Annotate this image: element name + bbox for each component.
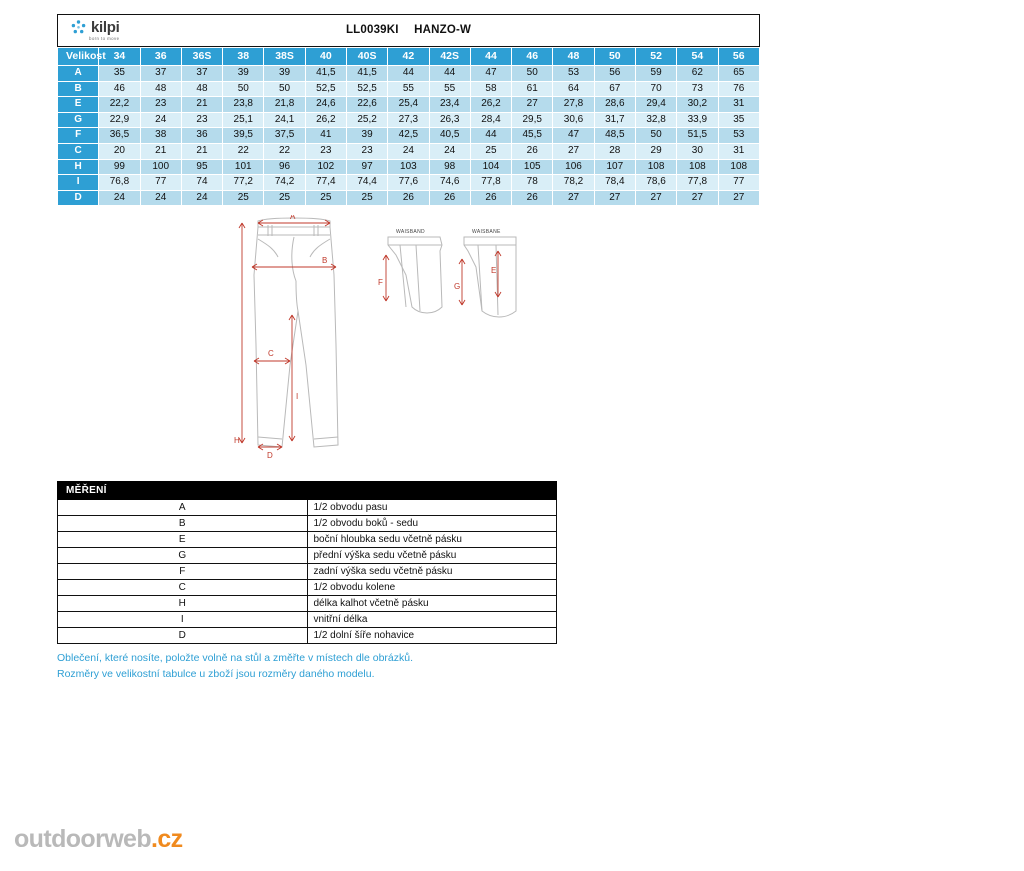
size-table-col-2: 36 <box>140 48 181 66</box>
measurement-notes <box>57 650 413 682</box>
legend-header-row <box>58 482 557 500</box>
legend-title: MĚŘENÍ <box>58 482 557 500</box>
size-cell: 67 <box>594 81 635 97</box>
size-cell: 25 <box>305 190 346 206</box>
size-cell: 36 <box>181 128 222 144</box>
size-cell: 29 <box>635 143 676 159</box>
size-cell: 52,5 <box>305 81 346 97</box>
note-line-2: Rozměry ve velikostní tabulce u zboží jsou rozměry daného modelu. <box>57 668 375 680</box>
size-cell: 27 <box>512 97 553 113</box>
size-table-col-16: 56 <box>718 48 760 66</box>
size-cell: 77 <box>140 175 181 191</box>
size-cell: 28,6 <box>594 97 635 113</box>
table-row <box>58 66 760 82</box>
size-cell: 37 <box>181 66 222 82</box>
technical-drawing <box>210 215 610 465</box>
size-cell: 103 <box>388 159 429 175</box>
size-cell: 31 <box>718 97 760 113</box>
legend-text: 1/2 obvodu kolene <box>307 580 557 596</box>
size-cell: 78,2 <box>553 175 594 191</box>
size-cell: 77 <box>718 175 760 191</box>
size-cell: 48,5 <box>594 128 635 144</box>
size-cell: 41,5 <box>346 66 387 82</box>
table-row <box>58 143 760 159</box>
size-cell: 76 <box>718 81 760 97</box>
measure-label-e: E <box>491 266 497 275</box>
legend-text: boční hloubka sedu včetně pásku <box>307 532 557 548</box>
size-cell: 24,1 <box>264 112 305 128</box>
size-row-label: E <box>58 97 99 113</box>
size-cell: 28,4 <box>470 112 511 128</box>
size-cell: 31,7 <box>594 112 635 128</box>
size-table-col-0: Velikost <box>58 48 99 66</box>
size-cell: 23 <box>181 112 222 128</box>
size-cell: 74,6 <box>429 175 470 191</box>
size-table <box>57 47 760 206</box>
size-cell: 74 <box>181 175 222 191</box>
size-cell: 24 <box>140 112 181 128</box>
size-cell: 26,2 <box>305 112 346 128</box>
size-table-col-8: 42 <box>388 48 429 66</box>
size-cell: 44 <box>388 66 429 82</box>
size-cell: 74,4 <box>346 175 387 191</box>
size-cell: 100 <box>140 159 181 175</box>
size-cell: 97 <box>346 159 387 175</box>
size-cell: 48 <box>140 81 181 97</box>
measure-label-f: F <box>378 278 383 287</box>
size-cell: 78,4 <box>594 175 635 191</box>
size-cell: 37 <box>140 66 181 82</box>
size-cell: 24 <box>140 190 181 206</box>
size-cell: 99 <box>99 159 140 175</box>
size-cell: 25 <box>470 143 511 159</box>
size-table-head <box>58 48 760 66</box>
size-cell: 25,1 <box>223 112 264 128</box>
list-item <box>58 500 557 516</box>
size-table-col-6: 40 <box>305 48 346 66</box>
measure-label-a: A <box>290 215 296 221</box>
size-cell: 21 <box>140 143 181 159</box>
list-item <box>58 612 557 628</box>
size-row-label: A <box>58 66 99 82</box>
list-item <box>58 628 557 644</box>
brand-tagline: born to move <box>89 36 120 41</box>
size-cell: 46 <box>99 81 140 97</box>
size-cell: 39 <box>346 128 387 144</box>
size-table-col-11: 46 <box>512 48 553 66</box>
size-cell: 52,5 <box>346 81 387 97</box>
size-cell: 35 <box>99 66 140 82</box>
size-table-col-3: 36S <box>181 48 222 66</box>
size-cell: 27,3 <box>388 112 429 128</box>
size-cell: 51,5 <box>677 128 718 144</box>
size-cell: 50 <box>264 81 305 97</box>
product-model: HANZO-W <box>414 24 472 36</box>
size-cell: 78 <box>512 175 553 191</box>
size-cell: 104 <box>470 159 511 175</box>
legend-text: zadní výška sedu včetně pásku <box>307 564 557 580</box>
list-item <box>58 564 557 580</box>
table-row <box>58 97 760 113</box>
size-cell: 53 <box>553 66 594 82</box>
size-cell: 77,6 <box>388 175 429 191</box>
size-cell: 77,8 <box>677 175 718 191</box>
size-cell: 24,6 <box>305 97 346 113</box>
size-cell: 27 <box>635 190 676 206</box>
size-cell: 20 <box>99 143 140 159</box>
size-cell: 48 <box>181 81 222 97</box>
size-cell: 25,2 <box>346 112 387 128</box>
watermark-tld: .cz <box>151 825 183 853</box>
table-row <box>58 159 760 175</box>
size-cell: 26,3 <box>429 112 470 128</box>
size-cell: 39 <box>223 66 264 82</box>
size-cell: 22,2 <box>99 97 140 113</box>
size-cell: 23 <box>140 97 181 113</box>
size-cell: 41,5 <box>305 66 346 82</box>
legend-text: 1/2 obvodu boků - sedu <box>307 516 557 532</box>
size-cell: 23 <box>346 143 387 159</box>
size-cell: 61 <box>512 81 553 97</box>
size-cell: 107 <box>594 159 635 175</box>
size-cell: 24 <box>181 190 222 206</box>
size-cell: 22,9 <box>99 112 140 128</box>
size-cell: 98 <box>429 159 470 175</box>
measure-label-c: C <box>268 349 274 358</box>
note-line-1: Oblečení, které nosíte, položte volně na stůl a změřte v místech dle obrázků. <box>57 652 414 664</box>
list-item <box>58 532 557 548</box>
size-cell: 36,5 <box>99 128 140 144</box>
table-row <box>58 81 760 97</box>
legend-key: C <box>58 580 308 596</box>
size-cell: 101 <box>223 159 264 175</box>
legend-head <box>58 482 557 500</box>
table-row <box>58 128 760 144</box>
size-cell: 24 <box>99 190 140 206</box>
watermark-name: outdoorweb <box>14 825 152 853</box>
size-cell: 21 <box>181 143 222 159</box>
size-cell: 70 <box>635 81 676 97</box>
size-cell: 23,8 <box>223 97 264 113</box>
size-cell: 32,8 <box>635 112 676 128</box>
size-cell: 25 <box>346 190 387 206</box>
size-cell: 108 <box>635 159 676 175</box>
legend-text: vnitřní délka <box>307 612 557 628</box>
size-cell: 39 <box>264 66 305 82</box>
size-cell: 33,9 <box>677 112 718 128</box>
size-cell: 25 <box>264 190 305 206</box>
size-table-col-5: 38S <box>264 48 305 66</box>
size-cell: 35 <box>718 112 760 128</box>
size-cell: 26 <box>512 143 553 159</box>
document-header <box>57 14 760 47</box>
size-table-col-15: 54 <box>677 48 718 66</box>
legend-key: A <box>58 500 308 516</box>
measure-label-g: G <box>454 282 461 291</box>
size-cell: 26 <box>470 190 511 206</box>
product-title <box>58 24 759 36</box>
legend-text: délka kalhot včetně pásku <box>307 596 557 612</box>
size-cell: 40,5 <box>429 128 470 144</box>
size-cell: 77,4 <box>305 175 346 191</box>
legend-key: F <box>58 564 308 580</box>
size-cell: 27,8 <box>553 97 594 113</box>
size-cell: 31 <box>718 143 760 159</box>
size-cell: 21 <box>181 97 222 113</box>
legend-key: I <box>58 612 308 628</box>
size-cell: 102 <box>305 159 346 175</box>
legend-key: E <box>58 532 308 548</box>
size-cell: 108 <box>677 159 718 175</box>
size-cell: 30,2 <box>677 97 718 113</box>
size-cell: 23,4 <box>429 97 470 113</box>
size-cell: 59 <box>635 66 676 82</box>
brand-name: kilpi <box>91 19 120 36</box>
size-cell: 105 <box>512 159 553 175</box>
watermark <box>14 825 183 854</box>
legend-text: 1/2 dolní šíře nohavice <box>307 628 557 644</box>
size-cell: 26,2 <box>470 97 511 113</box>
size-cell: 39,5 <box>223 128 264 144</box>
size-cell: 44 <box>470 128 511 144</box>
size-cell: 64 <box>553 81 594 97</box>
measurement-legend-table <box>57 481 557 644</box>
size-cell: 50 <box>635 128 676 144</box>
legend-text: přední výška sedu včetně pásku <box>307 548 557 564</box>
size-cell: 26 <box>512 190 553 206</box>
size-table-col-10: 44 <box>470 48 511 66</box>
size-row-label: B <box>58 81 99 97</box>
size-cell: 29,4 <box>635 97 676 113</box>
size-cell: 25 <box>223 190 264 206</box>
list-item <box>58 596 557 612</box>
size-cell: 27 <box>594 190 635 206</box>
size-cell: 30,6 <box>553 112 594 128</box>
size-cell: 30 <box>677 143 718 159</box>
list-item <box>58 516 557 532</box>
size-cell: 95 <box>181 159 222 175</box>
size-cell: 42,5 <box>388 128 429 144</box>
measure-label-b: B <box>322 256 328 265</box>
size-cell: 77,2 <box>223 175 264 191</box>
waistband-label-left: WAISBAND <box>396 229 425 235</box>
table-row <box>58 190 760 206</box>
waistband-label-right: WAISBANE <box>472 229 501 235</box>
legend-text: 1/2 obvodu pasu <box>307 500 557 516</box>
size-cell: 22,6 <box>346 97 387 113</box>
measure-label-h: H <box>234 436 240 445</box>
size-row-label: D <box>58 190 99 206</box>
legend-key: G <box>58 548 308 564</box>
size-row-label: C <box>58 143 99 159</box>
size-cell: 27 <box>553 143 594 159</box>
size-table-col-14: 52 <box>635 48 676 66</box>
size-cell: 22 <box>223 143 264 159</box>
size-cell: 78,6 <box>635 175 676 191</box>
size-cell: 25,4 <box>388 97 429 113</box>
size-table-body <box>58 66 760 206</box>
size-cell: 62 <box>677 66 718 82</box>
size-table-col-9: 42S <box>429 48 470 66</box>
size-row-label: G <box>58 112 99 128</box>
size-cell: 58 <box>470 81 511 97</box>
size-cell: 38 <box>140 128 181 144</box>
size-cell: 24 <box>429 143 470 159</box>
size-cell: 47 <box>470 66 511 82</box>
size-table-col-7: 40S <box>346 48 387 66</box>
size-row-label: H <box>58 159 99 175</box>
size-cell: 44 <box>429 66 470 82</box>
table-row <box>58 112 760 128</box>
size-row-label: F <box>58 128 99 144</box>
size-cell: 56 <box>594 66 635 82</box>
size-cell: 53 <box>718 128 760 144</box>
legend-key: H <box>58 596 308 612</box>
product-code: LL0039KI <box>345 24 399 36</box>
size-cell: 27 <box>553 190 594 206</box>
size-cell: 41 <box>305 128 346 144</box>
size-cell: 65 <box>718 66 760 82</box>
list-item <box>58 548 557 564</box>
size-cell: 74,2 <box>264 175 305 191</box>
legend-key: B <box>58 516 308 532</box>
size-cell: 21,8 <box>264 97 305 113</box>
size-cell: 27 <box>677 190 718 206</box>
size-cell: 26 <box>388 190 429 206</box>
size-cell: 28 <box>594 143 635 159</box>
size-cell: 45,5 <box>512 128 553 144</box>
size-cell: 73 <box>677 81 718 97</box>
size-cell: 50 <box>223 81 264 97</box>
size-cell: 27 <box>718 190 760 206</box>
size-cell: 23 <box>305 143 346 159</box>
size-table-col-12: 48 <box>553 48 594 66</box>
size-table-col-1: 34 <box>99 48 140 66</box>
size-cell: 22 <box>264 143 305 159</box>
size-row-label: I <box>58 175 99 191</box>
size-cell: 106 <box>553 159 594 175</box>
list-item <box>58 580 557 596</box>
size-table-header-row <box>58 48 760 66</box>
size-cell: 50 <box>512 66 553 82</box>
size-table-col-4: 38 <box>223 48 264 66</box>
legend-body <box>58 500 557 644</box>
size-cell: 26 <box>429 190 470 206</box>
size-table-col-13: 50 <box>594 48 635 66</box>
size-cell: 76,8 <box>99 175 140 191</box>
size-cell: 29,5 <box>512 112 553 128</box>
measure-label-d: D <box>267 451 273 460</box>
table-row <box>58 175 760 191</box>
size-cell: 37,5 <box>264 128 305 144</box>
size-cell: 108 <box>718 159 760 175</box>
size-cell: 55 <box>429 81 470 97</box>
size-cell: 24 <box>388 143 429 159</box>
size-cell: 77,8 <box>470 175 511 191</box>
size-cell: 55 <box>388 81 429 97</box>
size-cell: 47 <box>553 128 594 144</box>
legend-key: D <box>58 628 308 644</box>
pants-diagram-svg <box>210 215 610 465</box>
measure-label-i: I <box>296 392 299 401</box>
size-cell: 96 <box>264 159 305 175</box>
